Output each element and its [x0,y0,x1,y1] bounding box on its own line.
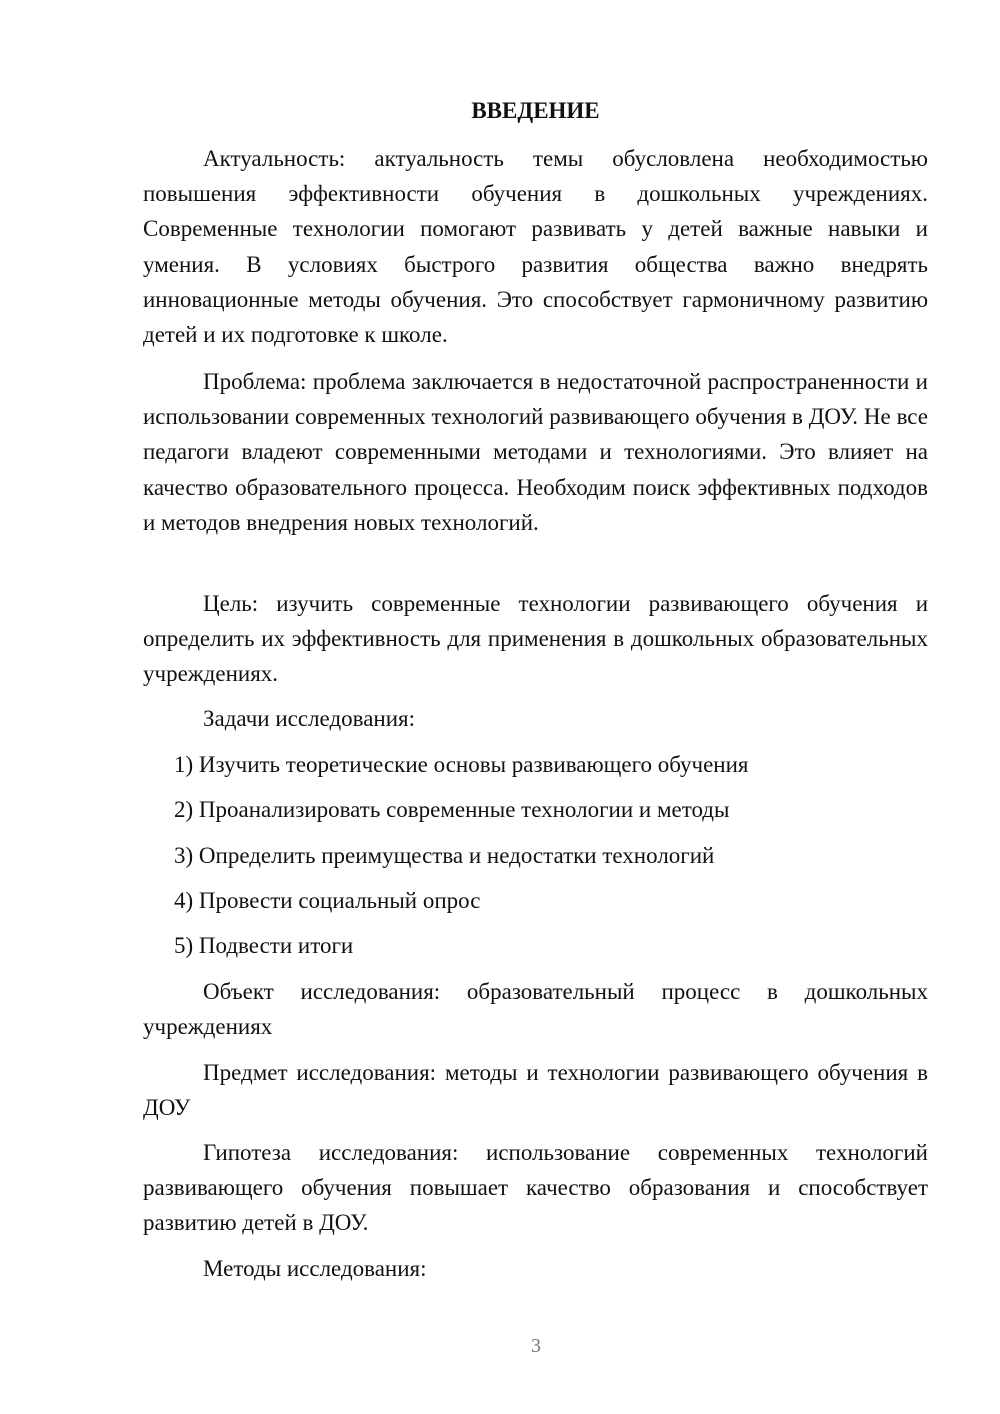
task-item-5: 5) Подвести итоги [174,933,354,958]
paragraph-object: Объект исследования: образовательный процесс в дошкольных учреждениях [143,979,928,1040]
paragraph-hypothesis: Гипотеза исследования: использование современных технологий развивающего обучения повышает качество образования и способствует развитию детей в ДОУ. [143,1140,928,1236]
task-item-2: 2) Проанализировать современные технологии и методы [174,797,730,822]
tasks-heading: Задачи исследования: [203,706,416,731]
paragraph-goal: Цель: изучить современные технологии развивающего обучения и определить их эффективность для применения в дошкольных образовательных учреждениях. [143,591,928,687]
task-item-4: 4) Провести социальный опрос [174,888,481,913]
paragraph-relevance: Актуальность: актуальность темы обусловлена необходимостью повышения эффективности обучения в дошкольных учреждениях. Современные технологии помогают развивать у детей важные навыки и умения. В условиях быстрого развития общества важно внедрять инновационные методы обучения. Это способствует гармоничному развитию детей и их подготовке к школе. [143,146,928,348]
section-title: ВВЕДЕНИЕ [471,98,600,123]
paragraph-subject: Предмет исследования: методы и технологии развивающего обучения в ДОУ [143,1060,928,1121]
task-item-3: 3) Определить преимущества и недостатки технологий [174,843,715,868]
methods-heading: Методы исследования: [203,1256,427,1281]
paragraph-problem: Проблема: проблема заключается в недостаточной распространенности и использовании современных технологий развивающего обучения в ДОУ. Не все педагоги владеют современными методами и технологиями. Это влияет на качество образовательного процесса. Необходим поиск эффективных подходов и методов внедрения новых технологий. [143,369,928,535]
page-number: 3 [531,1335,541,1357]
task-item-1: 1) Изучить теоретические основы развивающего обучения [174,752,749,777]
